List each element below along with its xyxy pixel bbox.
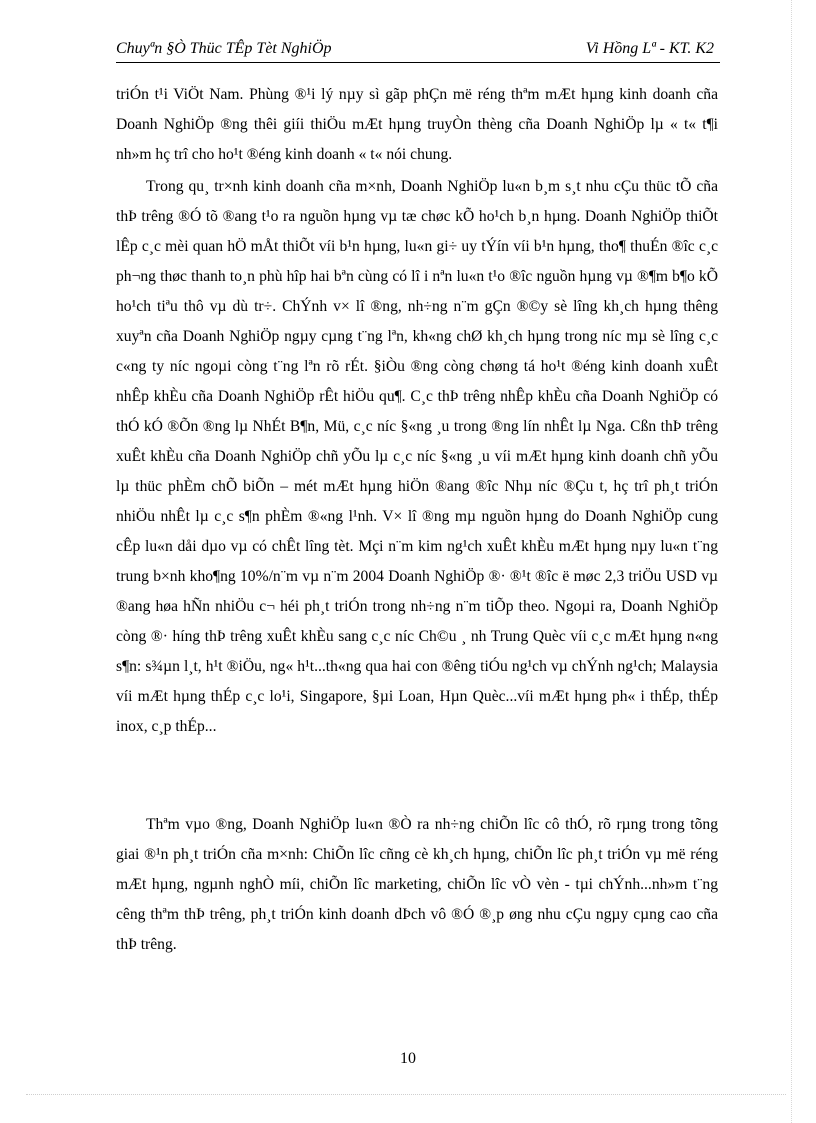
- header-document-title: Chuyªn §Ò Thüc TÊp Tèt NghiÖp: [116, 40, 332, 57]
- page-bottom-divider: [26, 1094, 786, 1095]
- page-number: 10: [400, 1050, 416, 1067]
- running-header: [116, 38, 720, 63]
- body-paragraph: triÓn t¹i ViÖt Nam. Phùng ®¹i lý nµy sì gãp phÇn më réng thªm mÆt hµng kinh doanh cña Doanh NghiÖp ®ng thêi giíi thiÖu mÆt hµng truyÒn thèng cña Doanh NghiÖp lµ « t« t¶i nh»m hç trî cho ho¹t ®éng kinh doanh « t« nói chung.: [116, 86, 718, 163]
- header-author-class: Vi Hồng Lª - KT. K2: [585, 40, 714, 57]
- body-paragraph: Thªm vµo ®ng, Doanh NghiÖp lu«n ®Ò ra nh÷ng chiÕn lîc cô thÓ, rõ rµng trong tõng giai ®¹n ph¸t triÓn cña m×nh: ChiÕn lîc cñng cè kh¸ch hµng, chiÕn lîc ph¸t triÓn vµ më réng mÆt hµng, ngµnh nghÒ míi, chiÕn lîc marketing, chiÕn lîc vÒ vèn - tµi chÝnh...nh»m t¨ng cêng thªm thÞ trêng, ph¸t triÓn kinh doanh dÞch vô ®Ó ®¸p øng nhu cÇu ngµy cµng cao cña thÞ trêng.: [116, 816, 718, 953]
- page-right-margin-line: [791, 0, 792, 1123]
- body-paragraph: Trong qu¸ tr×nh kinh doanh cña m×nh, Doanh NghiÖp lu«n b¸m s¸t nhu cÇu thüc tÕ cña thÞ trêng ®Ó tõ ®ang t¹o ra nguồn hµng vµ tæ chøc kÕ ho¹ch b¸n hµng. Doanh NghiÖp thiÕt lÊp c¸c mèi quan hÖ mÅt thiÕt víi b¹n hµng, lu«n gi÷ uy tÝín víi b¹n hµng, tho¶ thuÉn ®îc c¸c ph¬ng thøc thanh to¸n phù hîp hai bªn cùng có lî i nªn lu«n t¹o ®îc nguồn hµng vµ ®¶m b¶o kÕ ho¹ch tiªu thô vµ dù tr÷. ChÝnh v× lî ®ng, nh÷ng n¨m gÇn ®©y sè lîng kh¸ch hµng thêng xuyªn cña Doanh NghiÖp ngµy cµng t¨ng lªn, kh«ng chØ kh¸ch hµng trong níc mµ sè lîng c¸c c«ng ty níc ngoµi còng t¨ng lªn rõ rÉt. §iÒu ®ng còng chøng tá ho¹t ®éng kinh doanh xuÊt nhÊp khÈu cña Doanh NghiÖp rÊt hiÖu qu¶. C¸c thÞ trêng nhÊp khÈu cña Doanh NghiÖp có thÓ kÓ ®Õn ®ng lµ NhÉt B¶n, Mü, c¸c níc §«ng ¸u trong ®ng lín nhÊt lµ Nga. Cßn thÞ trêng xuÊt khÈu cña Doanh NghiÖp chñ yÕu lµ c¸c níc §«ng ¸u víi mÆt hµng kinh doanh chñ yÕu lµ thüc phÈm chÕ biÕn – mét mÆt hµng hiÖn ®ang ®îc Nhµ níc ®Çu t, hç trî ph¸t triÓn nhiÖu nhÊt lµ c¸c s¶n phÈm ®«ng l¹nh. V× lî ®ng mµ nguồn hµng do Doanh NghiÖp cung cÊp lu«n dåi dµo vµ có chÊt lîng tèt. Mçi n¨m kim ng¹ch xuÊt khÈu mÆt hµng nµy lu«n t¨ng trung b×nh kho¶ng 10%/n¨m vµ n¨m 2004 Doanh NghiÖp ®· ®¹t ®îc ë møc 2,3 triÖu USD vµ ®ang høa hÑn nhiÖu c¬ héi ph¸t triÓn trong nh÷ng n¨m tiÕp theo. Ngoµi ra, Doanh NghiÖp còng ®· híng thÞ trêng xuÊt khÈu sang c¸c níc Ch©u ¸ nh Trung Quèc víi c¸c mÆt hµng n«ng s¶n: s¾µn l¸t, h¹t ®iÖu, ng« h¹t...th«ng qua hai con ®êng tiÓu ng¹ch vµ chÝnh ng¹ch; Malaysia víi mÆt hµng thÉp c¸c lo¹i, Singapore, §µi Loan, Hµn Quèc...víi mÆt hµng ph« i thÉp, thÉp inox, c¸p thÉp...: [116, 178, 718, 735]
